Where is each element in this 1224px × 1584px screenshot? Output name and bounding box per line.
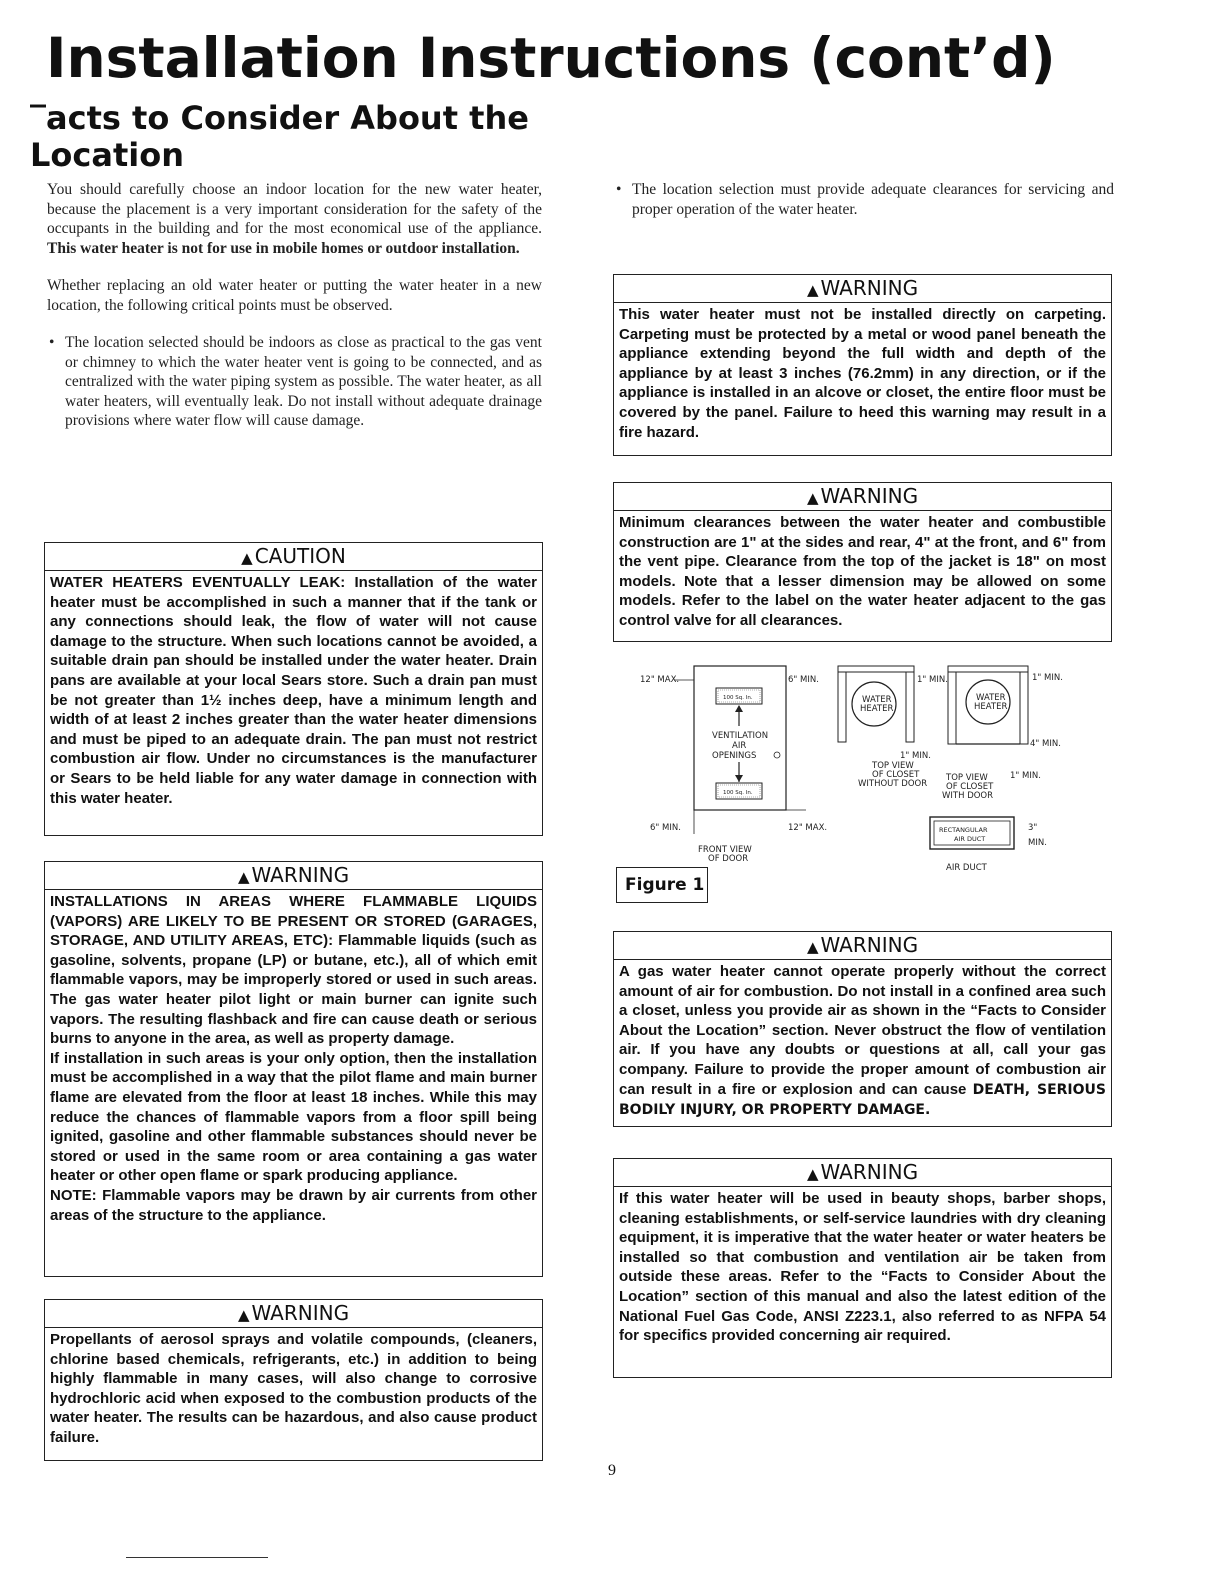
door-knob xyxy=(774,752,780,758)
closet2-back-wall xyxy=(948,666,1028,672)
intro-bullet-2: • The location selection must provide adequate clearances for servicing and proper operation of the water heater. xyxy=(614,180,1114,219)
rect-duct-label-2: AIR DUCT xyxy=(954,835,986,843)
warning-triangle-icon: ▲ xyxy=(806,281,819,299)
warning-combustion-heading: ▲ WARNING xyxy=(614,932,1111,960)
closet-right-wall xyxy=(906,672,914,742)
heater-label-2: HEATER xyxy=(974,702,1008,712)
warning-triangle-icon: ▲ xyxy=(241,549,253,567)
rect-duct-label-1: RECTANGULAR xyxy=(939,826,988,834)
warning-flammable-body: INSTALLATIONS IN AREAS WHERE FLAMMABLE LIQUIDS (VAPORS) ARE LIKELY TO BE PRESENT OR STORED (GARAGES, STORAGE, AND UTILITY AREAS, ETC): Flammable liquids (such as gasoline, solvents, propane (LP) or butane, etc.), all of which emit flammable vapors, may be improperly stored or used in such areas. The gas water heater pilot light or main burner can ignite such vapors. The resulting flashback and fire can cause death or serious burns to anyone in the area, as well as property damage. If installation in such areas is your only option, then the installation must be accomplished in a way that the pilot flame and main burner flame are elevated from the floor at least 18 inches. While this may reduce the chances of flammable vapors from a floor spill being ignited, gasoline and other flammable substances should never be stored or used in the same room or area containing a gas water heater or other open flame or spark producing appliance. NOTE: Flammable vapors may be drawn by air currents from other areas of the structure to the appliance. xyxy=(50,893,537,1224)
warning-triangle-icon: ▲ xyxy=(237,1306,250,1324)
one-min-3: 1" MIN. xyxy=(1032,673,1063,683)
warning-triangle-icon: ▲ xyxy=(806,1165,819,1183)
warning-beauty-heading: ▲ WARNING xyxy=(614,1159,1111,1187)
air-label: AIR xyxy=(732,741,747,751)
warning-carpet-heading: ▲ WARNING xyxy=(614,275,1111,303)
top2-caption-1: TOP VIEW xyxy=(946,773,988,783)
warning-triangle-icon: ▲ xyxy=(806,489,819,507)
caution-box xyxy=(44,542,543,836)
clearance-diagram xyxy=(612,650,1122,880)
water-label-2: WATER xyxy=(976,693,1006,703)
warning-flammable-box xyxy=(44,861,543,1277)
front-6-min-bottom: 6" MIN. xyxy=(650,823,681,833)
warning-beauty-box xyxy=(613,1158,1112,1378)
min-label: MIN. xyxy=(1028,838,1047,848)
one-min-4: 1" MIN. xyxy=(1010,771,1041,781)
warning-triangle-icon: ▲ xyxy=(237,868,250,886)
warning-combustion-body: A gas water heater cannot operate properly without the correct amount of air for combustion. Do not install in a confined area such a closet, unless you provide air as shown in the “Facts to Consider About the Location” section. Never obstruct the flow of ventilation air. If you have any doubts or questions at all, call your gas company. Failure to provide the proper amount of combustion air can result in a fire or explosion and can cause DEATH, SERIOUS BODILY INJURY, OR PROPERTY DAMAGE. xyxy=(619,963,1106,1119)
closet-left-wall xyxy=(838,672,846,742)
top1-caption-2: OF CLOSET xyxy=(872,770,920,780)
warning-aerosol-body: Propellants of aerosol sprays and volatile compounds, (cleaners, chlorine based chemicals, refrigerants, etc.) in addition to being highly flammable in many cases, will also change to corrosive hydrochloric acid when exposed to the combustion products of the water heater. The results can be hazardous, and also cause product failure. xyxy=(50,1331,537,1446)
upper-vent-label: 100 Sq. In. xyxy=(723,695,753,701)
warning-flammable-heading: ▲ WARNING xyxy=(45,862,542,890)
section-heading: ‾acts to Consider About the Location xyxy=(30,99,529,174)
closet2-right-wall xyxy=(1020,672,1028,744)
water-label-1: WATER xyxy=(862,695,892,705)
warning-carpet-body: This water heater must not be installed directly on carpeting. Carpeting must be protected by a metal or wood panel beneath the appliance extending beyond the full width and depth of the appliance by at least 3 inches (76.2mm) in any direction, or if the appliance is installed in an alcove or closet, the entire floor must be covered by the panel. Failure to heed this warning may result in a fire hazard. xyxy=(619,306,1106,441)
warning-carpet-box xyxy=(613,274,1112,456)
warning-clearances-body: Minimum clearances between the water heater and combustible construction are 1" at the sides and rear, 4" at the front, and 6" from the vent pipe. Clearance from the top of the jacket is 18" on most models. Note that a lesser dimension may be allowed on some models. Refer to the label on the water heater adjacent to the gas control valve for all clearances. xyxy=(619,514,1106,629)
heater-label-1: HEATER xyxy=(860,704,894,714)
openings-label: OPENINGS xyxy=(712,751,757,761)
page-number: 9 xyxy=(608,1462,616,1479)
top1-caption-3: WITHOUT DOOR xyxy=(858,779,928,789)
footer-rule xyxy=(126,1557,268,1558)
closet-back-wall xyxy=(838,666,914,672)
air-duct-caption: AIR DUCT xyxy=(946,863,987,873)
right-intro xyxy=(614,180,1114,237)
warning-combustion-box xyxy=(613,931,1112,1127)
caution-heading: ▲ CAUTION xyxy=(45,543,542,571)
arrow-up-icon xyxy=(735,705,743,712)
top2-caption-3: WITH DOOR xyxy=(942,791,994,801)
warning-triangle-icon: ▲ xyxy=(806,938,819,956)
warning-clearances-box xyxy=(613,482,1112,642)
figure-label: Figure 1 xyxy=(616,867,708,903)
page-title: Installation Instructions (cont’d) xyxy=(46,26,1056,90)
closet2-left-wall xyxy=(948,672,956,744)
warning-beauty-body: If this water heater will be used in beauty shops, barber shops, cleaning establishments, or self-service laundries with dry cleaning equipment, it is imperative that the water heater or water heaters be installed so that combustion and ventilation air be taken from outside these areas. Refer to the “Facts to Consider About the Location” section of this manual and also the latest edition of the National Fuel Gas Code, ANSI Z223.1, also referred to as NFPA 54 for specifics provided concerning air required. xyxy=(619,1190,1106,1345)
four-min: 4" MIN. xyxy=(1030,739,1061,749)
arrow-down-icon xyxy=(735,775,743,782)
intro-paragraph-2: Whether replacing an old water heater or putting the water heater in a new location, the following critical points must be observed. xyxy=(47,277,542,314)
intro-paragraph-1: You should carefully choose an indoor location for the new water heater, because the placement is a very important consideration for the safety of the occupants in the building and for the most economical use of the appliance. This water heater is not for use in mobile homes or outdoor installation. xyxy=(47,181,542,257)
front-12-max-top: 12" MAX. xyxy=(640,675,680,685)
warning-clearances-heading: ▲ WARNING xyxy=(614,483,1111,511)
front-caption-1: FRONT VIEW xyxy=(698,845,752,855)
three-inch: 3" xyxy=(1028,823,1038,833)
one-min-1: 1" MIN. xyxy=(917,675,948,685)
lower-vent-label: 100 Sq. In. xyxy=(723,790,753,796)
front-6-min-top: 6" MIN. xyxy=(788,675,819,685)
front-12-max-bottom: 12" MAX. xyxy=(788,823,828,833)
front-caption-2: OF DOOR xyxy=(708,854,749,864)
top1-caption-1: TOP VIEW xyxy=(872,761,914,771)
warning-aerosol-box xyxy=(44,1299,543,1461)
ventilation-label: VENTILATION xyxy=(712,731,769,741)
intro-bullet-1: • The location selected should be indoors as close as practical to the gas vent or chimney to which the water heater vent is going to be connected, and as centralized with the water piping system as possible. The water heater, as all water heaters, will eventually leak. Do not install without adequate drainage provisions where water flow will cause damage. xyxy=(47,333,542,431)
one-min-2: 1" MIN. xyxy=(900,751,931,761)
top2-caption-2: OF CLOSET xyxy=(946,782,994,792)
caution-body: WATER HEATERS EVENTUALLY LEAK: Installation of the water heater must be accomplished in such a manner that if the tank or any connections should leak, the flow of water will not cause damage to the structure. When such locations cannot be avoided, a suitable drain pan should be installed under the water heater. Drain pans are available at your local Sears store. Such a drain pan must be not greater than 1½ inches deep, have a minimum length and width of at least 2 inches greater than the water heater dimensions and must be piped to an adequate drain. The pan must not restrict combustion air flow. Under no circumstances is the manufacturer or Sears to be held liable for any water damage in connection with this water heater. xyxy=(50,574,537,807)
warning-aerosol-heading: ▲ WARNING xyxy=(45,1300,542,1328)
intro-column xyxy=(47,180,542,449)
